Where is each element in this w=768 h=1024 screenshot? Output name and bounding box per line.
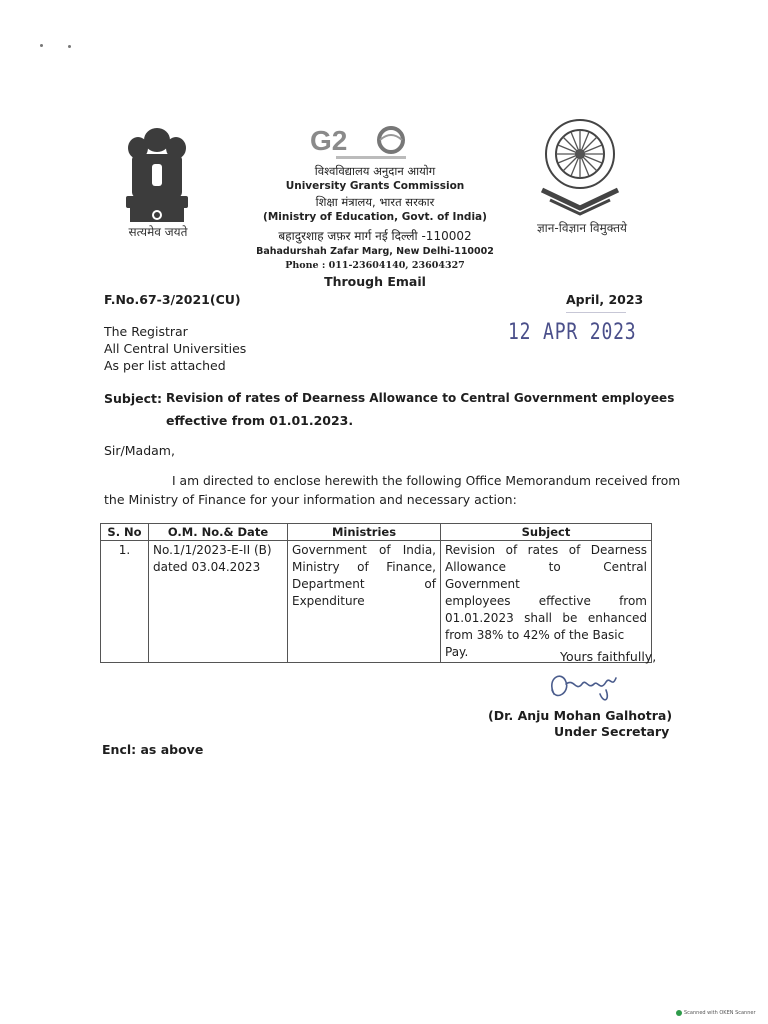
cell-om-no-date xyxy=(149,541,288,663)
subject-cell-line: Allowance to Central Government xyxy=(445,560,647,591)
subject-label: Subject: xyxy=(104,391,162,406)
recipient-line: The Registrar xyxy=(104,324,188,339)
cell-subject xyxy=(441,541,652,663)
recipient-line: All Central Universities xyxy=(104,341,247,356)
scanner-watermark: Scanned with OKEN Scanner xyxy=(684,1010,756,1016)
table-row xyxy=(101,541,652,663)
om-number: No.1/1/2023-E-II (B) xyxy=(153,543,272,557)
phone: Phone : 011-23604140, 23604327 xyxy=(285,260,465,271)
emblem-motto: सत्यमेव जयते xyxy=(128,225,188,239)
signatory-name: (Dr. Anju Mohan Galhotra) xyxy=(488,708,673,723)
om-table xyxy=(100,523,652,663)
header-subject: Subject xyxy=(441,524,652,541)
stamp-divider xyxy=(566,312,626,313)
ministry-hindi: शिक्षा मंत्रालय, भारत सरकार xyxy=(315,195,435,209)
subject-line: effective from 01.01.2023. xyxy=(166,413,354,428)
ministries-line: Department of xyxy=(292,577,436,591)
received-date-stamp: 12 APR 2023 xyxy=(508,320,637,345)
ministry-english: (Ministry of Education, Govt. of India) xyxy=(263,211,487,223)
address-hindi: बहादुरशाह जफ़र मार्ग नई दिल्ली -110002 xyxy=(278,229,472,243)
header-om-no-date: O.M. No.& Date xyxy=(149,524,288,541)
ugc-motto: ज्ञान-विज्ञान विमुक्तये xyxy=(536,221,628,235)
through-email: Through Email xyxy=(324,274,426,289)
g20-logo-icon xyxy=(306,126,430,166)
ugc-english-name: University Grants Commission xyxy=(285,180,465,192)
subject-line: Revision of rates of Dearness Allowance to Central Government employees xyxy=(166,391,675,405)
ugc-hindi-name: विश्वविद्यालय अनुदान आयोग xyxy=(314,164,436,178)
table-header-row xyxy=(101,524,652,541)
signatory-designation: Under Secretary xyxy=(554,724,670,739)
signature-icon xyxy=(540,664,624,710)
subject-cell-line: employees effective from xyxy=(445,594,647,608)
address-english: Bahadurshah Zafar Marg, New Delhi-110002 xyxy=(256,246,494,257)
salutation: Sir/Madam, xyxy=(104,443,175,458)
body-text-line: I am directed to enclose herewith the following Office Memorandum received from xyxy=(172,474,681,488)
scan-speck xyxy=(40,44,43,47)
ministries-line: Expenditure xyxy=(292,594,365,608)
subject-cell-line: 01.01.2023 shall be enhanced xyxy=(445,611,647,625)
letter-date: April, 2023 xyxy=(566,292,644,307)
body-text-line: the Ministry of Finance for your information and necessary action: xyxy=(104,492,517,507)
subject-cell-line: Revision of rates of Dearness xyxy=(445,543,647,557)
cell-ministries xyxy=(288,541,441,663)
yours-faithfully: Yours faithfully, xyxy=(560,649,657,664)
enclosure-note: Encl: as above xyxy=(102,742,204,757)
header-sno: S. No xyxy=(101,524,149,541)
ministries-line: Ministry of Finance, xyxy=(292,560,436,574)
ministries-line: Government of India, xyxy=(292,543,436,557)
ugc-logo-icon xyxy=(530,114,630,224)
subject-cell-line: from 38% to 42% of the Basic Pay. xyxy=(445,628,625,659)
svg-text:G2: G2 xyxy=(310,126,348,156)
recipient-line: As per list attached xyxy=(104,358,226,373)
scanner-logo-icon xyxy=(676,1010,682,1016)
file-number: F.No.67-3/2021(CU) xyxy=(104,292,241,307)
header-ministries: Ministries xyxy=(288,524,441,541)
scan-speck xyxy=(68,45,71,48)
cell-sno xyxy=(101,541,149,663)
sno-value: 1. xyxy=(118,543,131,557)
om-date: dated 03.04.2023 xyxy=(153,560,261,574)
